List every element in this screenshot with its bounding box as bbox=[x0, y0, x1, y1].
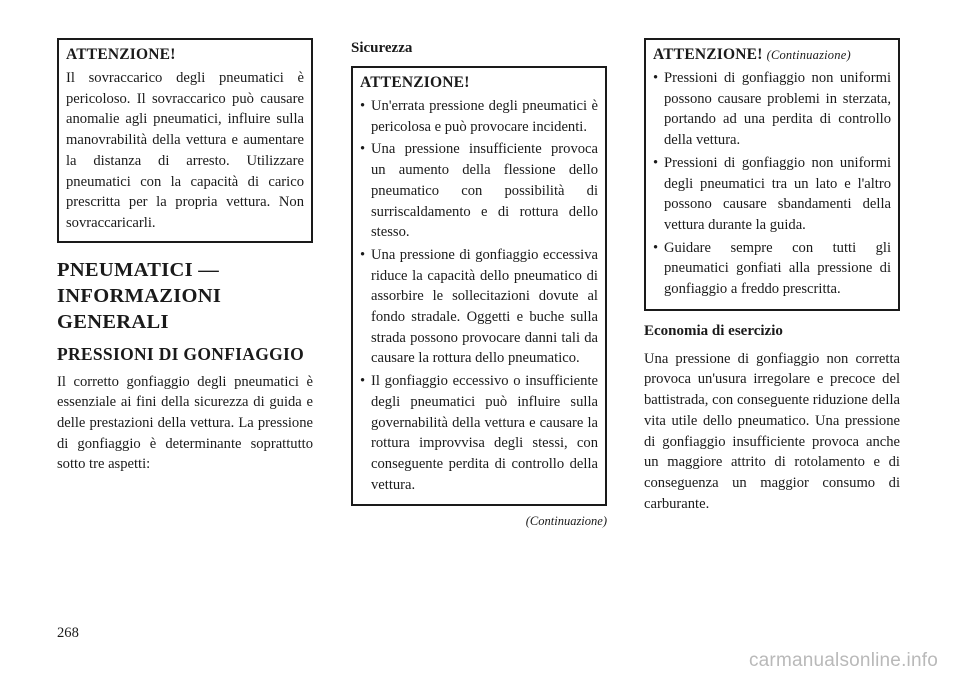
list-item: • Un'errata pressione degli pneumatici è pericolosa e può provocare incidenti. bbox=[360, 98, 598, 135]
warning-box-continued bbox=[644, 38, 900, 311]
heading-sicurezza: Sicurezza bbox=[351, 40, 413, 56]
warning-title: ATTENZIONE! (Continuazione) bbox=[653, 46, 851, 63]
column-right bbox=[644, 38, 900, 514]
warning-title: ATTENZIONE! bbox=[360, 74, 470, 91]
subsection-title: PRESSIONI DI GONFIAGGIO bbox=[57, 343, 305, 364]
warning-list bbox=[653, 68, 891, 300]
list-item: • Una pressione insufficiente provoca un aumento della flessione dello pneumatico con possibilità di surriscaldamento e di rottura dello stesso. bbox=[360, 141, 598, 241]
column-middle bbox=[351, 38, 607, 529]
warning-list bbox=[360, 96, 598, 495]
list-item: • Una pressione di gonfiaggio eccessiva riduce la capacità dello pneumatico di assorbire le sollecitazioni dovute al fondo stradale. Oggetti e buche sulla strada possono provocare danni tali da causare la rottura dello pneumatico. bbox=[360, 246, 598, 367]
list-item: • Pressioni di gonfiaggio non uniformi degli pneumatici tra un lato e l'altro possono causare sbandamenti della vettura durante la guida. bbox=[653, 154, 891, 233]
bullet-icon: • bbox=[360, 141, 366, 158]
column-left bbox=[57, 38, 313, 475]
warning-box-overload bbox=[57, 38, 313, 243]
list-item: • Pressioni di gonfiaggio non uniformi possono causare problemi in sterzata, portando ad una perdita di controllo della vettura. bbox=[653, 70, 891, 149]
bullet-icon: • bbox=[360, 373, 366, 390]
bullet-icon: • bbox=[360, 98, 366, 114]
warning-box-pressure bbox=[351, 66, 607, 506]
warning-title: ATTENZIONE! bbox=[66, 46, 176, 63]
continuation-note: (Continuazione) bbox=[525, 514, 607, 529]
page-number: 268 bbox=[57, 625, 79, 641]
intro-paragraph: Il corretto gonfiaggio degli pneumatici è essenziale ai fini della sicurezza di guida e delle prestazioni della vettura. La pressione di gonfiaggio è determinante soprattutto sotto tre aspetti: bbox=[57, 373, 313, 473]
section-title: PNEUMATICI — INFORMAZIONI GENERALI bbox=[57, 258, 222, 333]
list-item: • Il gonfiaggio eccessivo o insufficiente degli pneumatici può influire sulla governabilità della vettura e causare la rottura improvvisa degli stessi, con conseguente perdita di controllo della vettura. bbox=[360, 373, 598, 493]
watermark-text: carmanualsonline.info bbox=[748, 650, 938, 671]
economy-paragraph: Una pressione di gonfiaggio non corretta provoca un'usura irregolare e precoce del battistrada, con conseguente riduzione della vita utile dello pneumatico. Una pressione di gonfiaggio insufficiente provoca anche un maggiore attrito di rotolamento e di conseguenza un maggior consumo di carburante. bbox=[644, 350, 900, 512]
bullet-icon: • bbox=[360, 246, 366, 263]
list-item: • Guidare sempre con tutti gli pneumatici gonfiati alla pressione di gonfiaggio a freddo prescritta. bbox=[653, 239, 891, 298]
bullet-icon: • bbox=[653, 70, 659, 86]
warning-text: Il sovraccarico degli pneumatici è pericoloso. Il sovraccarico può causare anomalie agli pneumatici, influire sulla manovrabilità della vettura e aumentare la distanza di arresto. Utilizzare pneumatici con la capacità di carico prescritta per la propria vettura. Non sovraccaricarli. bbox=[66, 70, 304, 231]
heading-economia: Economia di esercizio bbox=[644, 322, 783, 339]
continuation-label: (Continuazione) bbox=[766, 48, 851, 62]
bullet-icon: • bbox=[653, 154, 659, 171]
bullet-icon: • bbox=[653, 239, 659, 256]
